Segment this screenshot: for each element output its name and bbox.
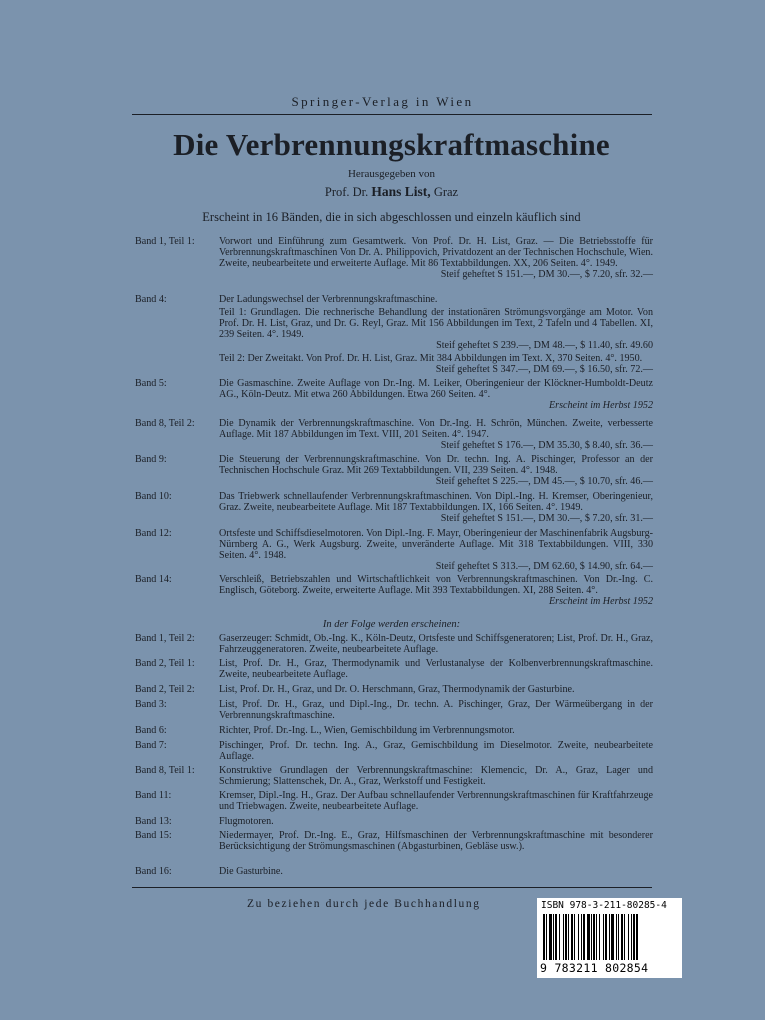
- rule-bottom: [132, 887, 652, 888]
- entry-text: Kremser, Dipl.-Ing. H., Graz. Der Aufbau schnellaufender Verbrennungskraftmaschinen für Kraftfahrzeuge und Triebwagen. Zweite, neubearbeitete Auflage.: [219, 790, 653, 812]
- future-entry: [135, 725, 653, 736]
- editor-name: Hans List,: [371, 184, 431, 199]
- entry-price: Erscheint im Herbst 1952: [548, 400, 653, 411]
- isbn-text: ISBN 978-3-211-80285-4: [541, 900, 667, 911]
- editor: [0, 184, 765, 200]
- editor-prefix: Prof. Dr.: [324, 185, 369, 199]
- entry-text: Pischinger, Prof. Dr. techn. Ing. A., Graz, Gemischbildung im Dieselmotor. Zweite, neubearbeitete Auflage.: [219, 740, 653, 762]
- entry-price: Steif geheftet S 176.—, DM 35.30, $ 8.40, sfr. 36.—: [440, 440, 653, 451]
- barcode-label: [537, 898, 682, 978]
- future-entry: [135, 740, 653, 762]
- barcode-number: 9 783211 802854: [540, 961, 649, 975]
- future-entry: [135, 633, 653, 655]
- entry-text: Die Gasmaschine. Zweite Auflage von Dr.-Ing. M. Leiker, Oberingenieur der Klöckner-Humboldt-Deutz AG., Köln-Deutz. Mit etwa 260 Abbildungen. Etwa 260 Seiten. 4°.: [219, 378, 653, 400]
- entry-text: Gaserzeuger: Schmidt, Ob.-Ing. K., Köln-Deutz, Ortsfeste und Schiffsgeneratoren; List, Prof. Dr. H., Graz, Fahrzeuggeneratoren. Zweite, neubearbeitete Auflage.: [219, 633, 653, 655]
- entry-price: Steif geheftet S 239.—, DM 48.—, $ 11.40, sfr. 49.60: [436, 340, 653, 351]
- entry-label: Band 8, Teil 2:: [135, 418, 195, 429]
- future-entry: [135, 658, 653, 680]
- entry-price: Steif geheftet S 313.—, DM 62.60, $ 14.90, sfr. 64.—: [435, 561, 653, 572]
- published-entry: [135, 378, 653, 411]
- entry-label: Band 3:: [135, 699, 167, 710]
- entry-text: Das Triebwerk schnellaufender Verbrennungskraftmaschinen. Von Dipl.-Ing. H. Kremser, Oberingenieur, Graz. Zweite, neubearbeitete Auflage. Mit 187 Textabbildungen. IX, 166 Seiten. 4°. 1949.: [219, 491, 653, 513]
- entry-label: Band 11:: [135, 790, 172, 801]
- published-entry: [135, 294, 653, 375]
- rule-top: [132, 114, 652, 115]
- entry-label: Band 6:: [135, 725, 167, 736]
- published-entry: [135, 491, 653, 524]
- entry-label: Band 10:: [135, 491, 172, 502]
- entry-price: Steif geheftet S 151.—, DM 30.—, $ 7.20, sfr. 32.—: [440, 269, 653, 280]
- entry-text: Flugmotoren.: [219, 816, 274, 827]
- appears-note: Erscheint in 16 Bänden, die in sich abgeschlossen und einzeln käuflich sind: [202, 210, 581, 224]
- future-entry: [135, 816, 653, 827]
- entry-price: Steif geheftet S 151.—, DM 30.—, $ 7.20, sfr. 31.—: [440, 513, 653, 524]
- entry-label: Band 9:: [135, 454, 167, 465]
- entry-label: Band 2, Teil 2:: [135, 684, 195, 695]
- future-entry: [135, 830, 653, 852]
- editor-city: Graz: [433, 185, 459, 199]
- entry-text: Die Gasturbine.: [219, 866, 283, 877]
- editor-label: Herausgegeben von: [347, 168, 436, 180]
- entry-text: Die Steuerung der Verbrennungskraftmaschine. Von Dr. techn. Ing. A. Pischinger, Professor an der Technischen Hochschule Graz. Mit 269 Textabbildungen. VII, 239 Seiten. 4°. 1948.: [219, 454, 653, 476]
- entry-text: List, Prof. Dr. H., Graz, und Dipl.-Ing., Dr. techn. A. Pischinger, Graz, Der Wärmeübergang in der Verbrennungskraftmaschine.: [219, 699, 653, 721]
- entry-text: Die Dynamik der Verbrennungskraftmaschine. Von Dr.-Ing. H. Schrön, München. Zweite, verbesserte Auflage. Mit 187 Abbildungen im Text. VIII, 201 Seiten. 4°. 1947.: [219, 418, 653, 440]
- future-entry: [135, 684, 653, 695]
- entry-price: Steif geheftet S 225.—, DM 45.—, $ 10.70, sfr. 46.—: [435, 476, 653, 487]
- entry-label: Band 13:: [135, 816, 172, 827]
- entry-text: Der Ladungswechsel der Verbrennungskraftmaschine.: [219, 294, 438, 305]
- entry-text: Konstruktive Grundlagen der Verbrennungskraftmaschine: Klemencic, Dr. A., Graz, Lager und Schmierung; Slattenschek, Dr. A., Graz, Werkstoff und Festigkeit.: [219, 765, 653, 787]
- entry-label: Band 5:: [135, 378, 167, 389]
- entry-text: Vorwort und Einführung zum Gesamtwerk. Von Prof. Dr. H. List, Graz. — Die Betriebsstoffe für Verbrennungskraftmaschinen Von Dr. A. Philippovich, Privatdozent an der Technischen Hochschule, Wien. Zweite, neubearbeitete und erweiterte Auflage. Mit 86 Textabbildungen. XX, 206 Seiten. 4°. 1949.: [219, 236, 653, 269]
- barcode-bars: [543, 914, 675, 960]
- entry-text: Ortsfeste und Schiffsdieselmotoren. Von Dipl.-Ing. F. Mayr, Oberingenieur der Maschinenfabrik Augsburg-Nürnberg A. G., Werk Augsburg. Zweite, unveränderte Auflage. Mit 318 Textabbildungen. VIII, 330 Seiten. 4°. 1948.: [219, 528, 653, 561]
- future-entry: [135, 790, 653, 812]
- bookshop-note: Zu beziehen durch jede Buchhandlung: [247, 898, 481, 910]
- published-entry: [135, 236, 653, 280]
- publisher: Springer-Verlag in Wien: [291, 94, 474, 109]
- entry-price: Erscheint im Herbst 1952: [548, 596, 653, 607]
- entry-label: Band 7:: [135, 740, 167, 751]
- entry-label: Band 1, Teil 2:: [135, 633, 195, 644]
- entry-text: Richter, Prof. Dr.-Ing. L., Wien, Gemischbildung im Verbrennungsmotor.: [219, 725, 515, 736]
- entry-label: Band 1, Teil 1:: [135, 236, 195, 247]
- entry-price: Steif geheftet S 347.—, DM 69.—, $ 16.50, sfr. 72.—: [435, 364, 653, 375]
- entry-text: List, Prof. Dr. H., Graz, Thermodynamik und Verlustanalyse der Kolbenverbrennungskraftmaschine. Zweite, neubearbeitete Auflage.: [219, 658, 653, 680]
- published-entry: [135, 418, 653, 451]
- entry-label: Band 16:: [135, 866, 172, 877]
- future-entry: [135, 699, 653, 721]
- future-entry: [135, 765, 653, 787]
- entry-label: Band 12:: [135, 528, 172, 539]
- entry-part-text: Teil 1: Grundlagen. Die rechnerische Behandlung der instationären Strömungsvorgänge am Motor. Von Prof. Dr. H. List, Graz, und Dr. G. Reyl, Graz. Mit 156 Abbildungen im Text, 2 Tafeln und 4 Tabellen. XI, 239 Seiten. 4°. 1949.: [219, 307, 653, 340]
- future-entry: [135, 866, 653, 877]
- published-entry: [135, 454, 653, 487]
- published-entry: [135, 528, 653, 572]
- entry-label: Band 15:: [135, 830, 172, 841]
- published-entry: [135, 574, 653, 607]
- entry-text: List, Prof. Dr. H., Graz, und Dr. O. Herschmann, Graz, Thermodynamik der Gasturbine.: [219, 684, 575, 695]
- entry-text: Verschleiß, Betriebszahlen und Wirtschaftlichkeit von Verbrennungskraftmaschinen. Von Dr.-Ing. C. Englisch, Göteborg. Zweite, erweiterte Auflage. Mit 393 Textabbildungen. XI, 288 Seiten. 4°.: [219, 574, 653, 596]
- entry-label: Band 2, Teil 1:: [135, 658, 195, 669]
- entry-text: Niedermayer, Prof. Dr.-Ing. E., Graz, Hilfsmaschinen der Verbrennungskraftmaschine mit besonderer Berücksichtigung der Strömungsmaschinen (Abgasturbinen, Gebläse usw.).: [219, 830, 653, 852]
- page-title: Die Verbrennungskraftmaschine: [173, 127, 610, 162]
- entry-part-text: Teil 2: Der Zweitakt. Von Prof. Dr. H. List, Graz. Mit 384 Abbildungen im Text. X, 370 Seiten. 4°. 1950.: [219, 353, 643, 364]
- entry-label: Band 4:: [135, 294, 167, 305]
- entry-label: Band 8, Teil 1:: [135, 765, 195, 776]
- entry-label: Band 14:: [135, 574, 172, 585]
- future-heading: In der Folge werden erscheinen:: [322, 619, 461, 630]
